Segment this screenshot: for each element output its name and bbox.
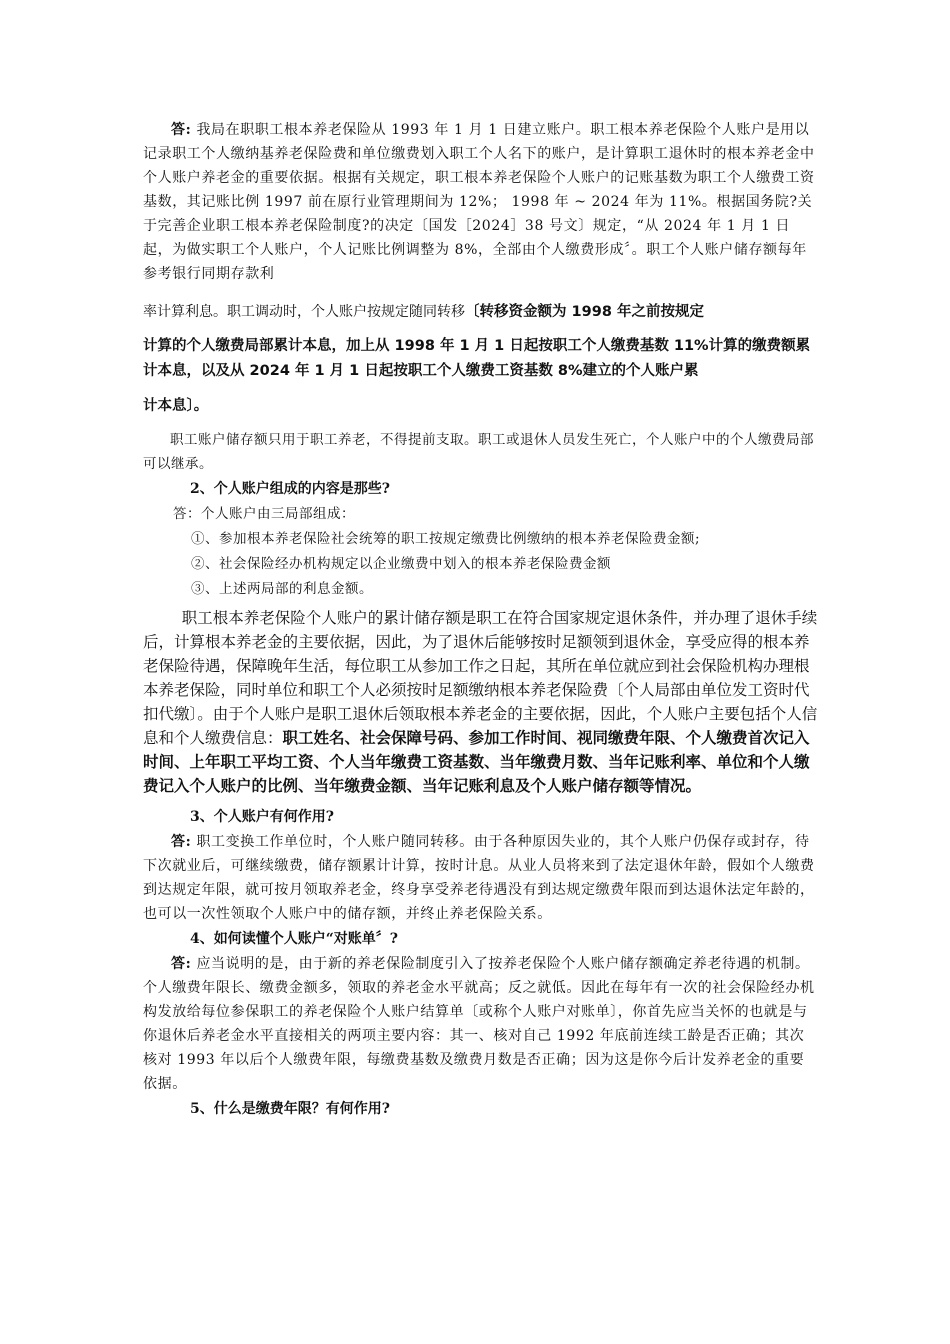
paragraph-transfer-end [143, 384, 818, 428]
account-info-text: 职工根本养老保险个人账户的累计储存额是职工在符合国家规定退休条件，并办理了退休手续后，计算根本养老金的主要依据，因此，为了退休后能够按时足额领到退休金，享受应得的根本养老保险待遇，保障晚年生活，每位职工从参加工作之日起，其所在单位就应到社会保险机构办理根本养老保险，同时单位和职工个人必须按时足额缴纳根本养老保险费〔个人局部由单位发工资时代扣代缴〕。由于个人账户是职工退休后领取根本养老金的主要依据，因此，个人账户主要包括个人信息和个人缴费信息： [143, 609, 818, 747]
list-item: ①、参加根本养老保险社会统筹的职工按规定缴费比例缴纳的根本养老保险费金额; [191, 531, 701, 547]
answer-text-cont: 率计算利息。职工调动时，个人账户按规定随同转移 [143, 304, 465, 320]
answer-text: 职工变换工作单位时，个人账户随同转移。由于各种原因失业的，其个人账户仍保存或封存，待下次就业后，可继续缴费，储存额累计计算，按时计息。从业人员将来到了法定退休年龄，假如个人缴费到达规定年限，就可按月领取养老金，终身享受养老待遇没有到达规定缴费年限而到达退休法定年龄的，也可以一次性领取个人账户中的储存额，并终止养老保险关系。 [143, 834, 815, 922]
answer-label: 答: [171, 122, 192, 138]
answer-text: 我局在职职工根本养老保险从 1993 年 1 月 1 日建立账户。职工根本养老保险个人账户是用以记录职工个人缴纳基养老保险费和单位缴费划入职工个人名下的账户，是计算职工退休时的根本养老金中个人账户养老金的重要依据。根据有关规定，职工根本养老保险个人账户的记账基数为职工个人缴费工资基数，其记账比例 1997 前在原行业管理期间为 12%； 1998 年 ~ 2024 年为 11%。根据国务院?关于完善企业职工根本养老保险制度?的决定〔国发［2024］38 号文〕规定，“从 2024 年 1 月 1 日起，为做实职工个人账户，个人记账比例调整为 8%，全部由个人缴费形成〞。职工个人账户储存额每年参考银行同期存款利 [143, 122, 815, 282]
transfer-end-bracket: 〕。 [186, 398, 209, 414]
heading-5: 5、什么是缴费年限？有何作用? [190, 1101, 390, 1117]
paragraph-answer-1-cont [143, 290, 818, 334]
transfer-end-text: 计本息 [143, 398, 187, 414]
list-item: ②、社会保险经办机构规定以企业缴费中划入的根本养老保险费金额 [191, 556, 611, 572]
heading-2: 2、个人账户组成的内容是那些? [190, 481, 390, 497]
paragraph-answer-3 [143, 830, 818, 926]
paragraph-answer-4 [143, 952, 818, 1096]
answer-label: 答: [171, 956, 192, 972]
answer-2-intro: 答：个人账户由三局部组成： [173, 506, 355, 522]
heading-4: 4、如何读懂个人账户“对账单〞? [190, 931, 398, 947]
paragraph-account-info [143, 606, 818, 798]
list-item: ③、上述两局部的利息金额。 [191, 581, 373, 597]
answer-text: 应当说明的是，由于新的养老保险制度引入了按养老保险个人账户储存额确定养老待遇的机制。个人缴费年限长、缴费金额多，领取的养老金水平就高；反之就低。因此在每年有一次的社会保险经办机构发放给每位参保职工的养老保险个人账户结算单〔或称个人账户对账单〕，你首先应当关怀的也就是与你退休后养老金水平直接相关的两项主要内容：其一、核对自己 1992 年底前连续工龄是否正确；其次核对 1993 年以后个人缴费年限，每缴费基数及缴费月数是否正确；因为这是你今后计发养老金的重要依据。 [143, 956, 815, 1092]
answer-label: 答: [171, 834, 192, 850]
paragraph-answer-1 [143, 118, 818, 286]
transfer-note: 〔转移资金额为 1998 年之前按规定 [465, 304, 704, 320]
account-info-fields: 职工姓名、社会保障号码、参加工作时间、视同缴费年限、个人缴费首次记入时间、上年职工平均工资、个人当年缴费工资基数、当年缴费月数、当年记账利率、单位和个人缴费记入个人账户的比例、当年缴费金额、当年记账利息及个人账户储存额等情况。 [143, 729, 810, 795]
paragraph-withdrawal: 职工账户储存额只用于职工养老，不得提前支取。职工或退休人员发生死亡，个人账户中的个人缴费局部可以继承。 [143, 432, 814, 472]
heading-3: 3、个人账户有何作用? [190, 809, 334, 825]
paragraph-transfer-detail: 计算的个人缴费局部累计本息，加上从 1998 年 1 月 1 日起按职工个人缴费基数 11%计算的缴费额累计本息，以及从 2024 年 1 月 1 日起按职工个人缴费工资基数 8%建立的个人账户累 [143, 338, 811, 379]
